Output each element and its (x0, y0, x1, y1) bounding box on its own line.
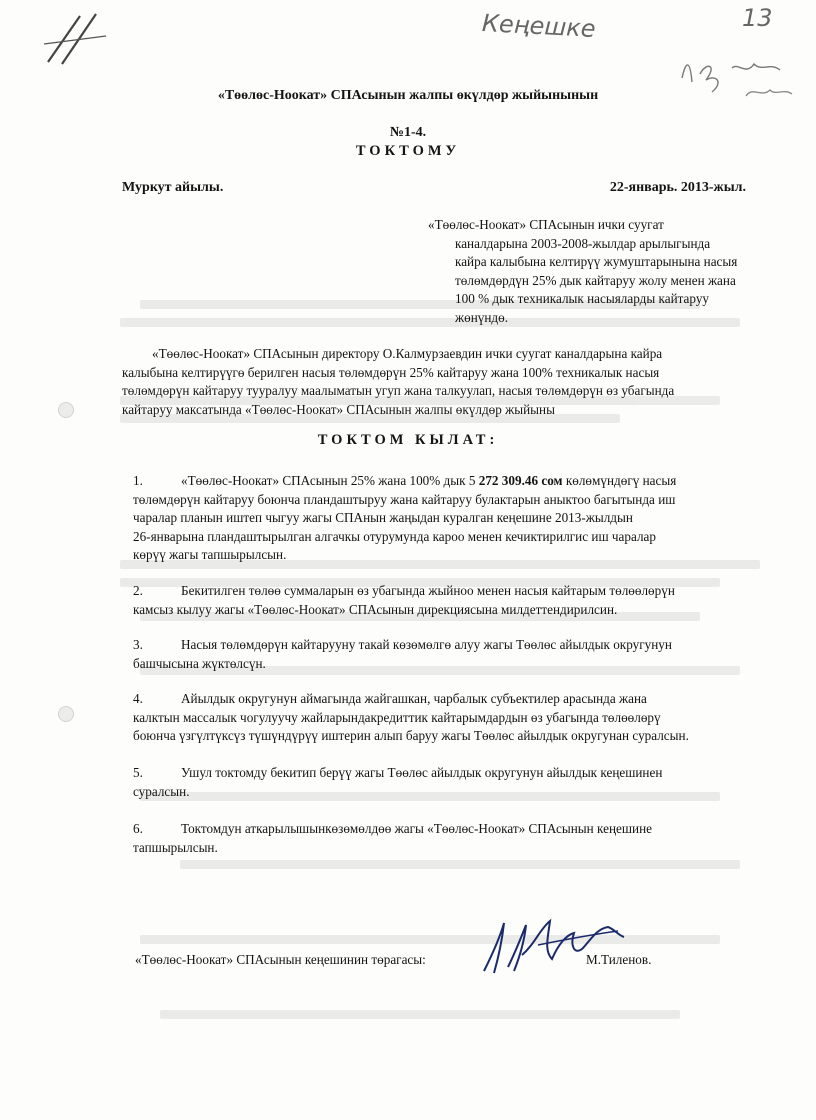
item-line: төлөмдөрүн кайтаруу боюнча пландаштыруу жана кайтаруу булактарын аныктоо багытында иш (133, 491, 676, 507)
item-text: Айылдык округунун аймагында жайгашкан, чарбалык субъектилер арасында жана (181, 691, 647, 706)
decree-item-4 (133, 690, 783, 746)
pencil-slash-marks (40, 10, 110, 70)
item-line: суралсын. (133, 783, 190, 799)
subject-line: кайра калыбына келтирүү жумуштарынына насыя (455, 254, 738, 269)
decree-heading: ТОКТОМ КЫЛАТ: (317, 432, 499, 448)
item-number: 5. (133, 765, 143, 780)
document-type: ТОКТОМУ (355, 143, 461, 159)
decree-item-3 (133, 636, 783, 673)
subject-line: каналдарына 2003-2008-жылдар арылыгында (455, 235, 711, 251)
document-place: Муркут айылы. (122, 180, 224, 195)
decree-item-6 (133, 820, 783, 857)
item-number: 1. (133, 473, 143, 488)
item-text: Ушул токтомду бекитип берүү жагы Төөлөс айылдык округунун айылдык кеңешинен (181, 765, 663, 780)
decree-item-1 (133, 472, 783, 565)
subject-block (428, 216, 773, 327)
item-line: камсыз кылуу жагы «Төөлөс-Ноокат» СПАсынын дирекциясына милдеттендирилсин. (133, 601, 618, 617)
handwritten-note: Кеңешке (481, 9, 597, 43)
signature-label: «Төөлөс-Ноокат» СПАсынын кеңешинин төрагасы: (135, 952, 426, 967)
item-line: боюнча үзгүлтүксүз түшүндүрүү иштерин алып баруу жагы Төөлөс айылдык округунан суралсын. (133, 728, 689, 743)
item-text: Насыя төлөмдөрүн кайтарууну такай көзөмөлгө алуу жагы Төөлөс айылдык округунун (181, 637, 672, 652)
preamble-line: кайтаруу максатында «Төөлөс-Ноокат» СПАсынын жалпы өкүлдөр жыйыны (122, 401, 555, 417)
document-number: №1-4. (389, 125, 427, 140)
punch-hole (58, 402, 74, 418)
subject-line: 100 % дык техникалык насыяларды кайтаруу (455, 291, 710, 306)
item-line: 26-январына пландаштырылган алгачкы отурумунда кароо менен кечиктирилгис иш чаралар (133, 528, 656, 544)
subject-line: жөнүндө. (455, 309, 509, 325)
item-number: 4. (133, 691, 143, 706)
decree-item-2 (133, 582, 783, 619)
item-text: «Төөлөс-Ноокат» СПАсынын 25% жана 100% дык 5 (181, 473, 479, 488)
decree-item-5 (133, 764, 783, 801)
document-title: «Төөлөс-Ноокат» СПАсынын жалпы өкүлдөр жыйынынын (217, 88, 599, 103)
item-line: көрүү жагы тапшырылсын. (133, 547, 287, 562)
item-text: көлөмүндөгү насыя (562, 473, 677, 488)
item-number: 2. (133, 583, 143, 598)
item-line: калктын массалык чогулуучу жайларындакредиттик кайтарымдардын өз убагында төлөөлөрү (133, 709, 661, 725)
item-amount: 272 309.46 сом (478, 473, 563, 488)
item-line: тапшырылсын. (133, 839, 218, 855)
item-line: башчысына жүктөлсүн. (133, 655, 266, 671)
preamble-line: калыбына келтирүүгө берилген насыя төлөмдөрүн 25% кайтаруу жана 100% техникалык насыя (122, 364, 660, 380)
punch-hole (58, 706, 74, 722)
subject-line: «Төөлөс-Ноокат» СПАсынын ички суугат (428, 217, 664, 232)
signatory-name: М.Тиленов. (586, 952, 652, 967)
item-text: Токтомдун аткарылышынкөзөмөлдөө жагы «Төөлөс-Ноокат» СПАсынын кеңешине (181, 821, 652, 836)
preamble-line: төлөмдөрүн кайтаруу тууралуу маалыматын угуп жана талкуулап, насыя төлөмдөрүн өз убагында (122, 383, 675, 398)
subject-line: төлөмдөрдүн 25% дык кайтаруу жолу менен жана (455, 272, 736, 288)
item-number: 6. (133, 821, 143, 836)
handwritten-page-number: 13 (742, 4, 773, 32)
preamble-line: «Төөлөс-Ноокат» СПАсынын директору О.Калмурзаевдин ички суугат каналдарына кайра (152, 346, 663, 361)
document-date: 22-январь. 2013-жыл. (609, 180, 746, 195)
item-line: чаралар планын иштеп чыгуу жагы СПАнын жаңыдан куралган кеңешине 2013-жылдын (133, 510, 633, 525)
item-text: Бекитилген төлөө суммаларын өз убагында жыйноо менен насыя кайтарым төлөөлөрүн (181, 583, 675, 598)
preamble-paragraph (122, 345, 777, 419)
item-number: 3. (133, 637, 143, 652)
